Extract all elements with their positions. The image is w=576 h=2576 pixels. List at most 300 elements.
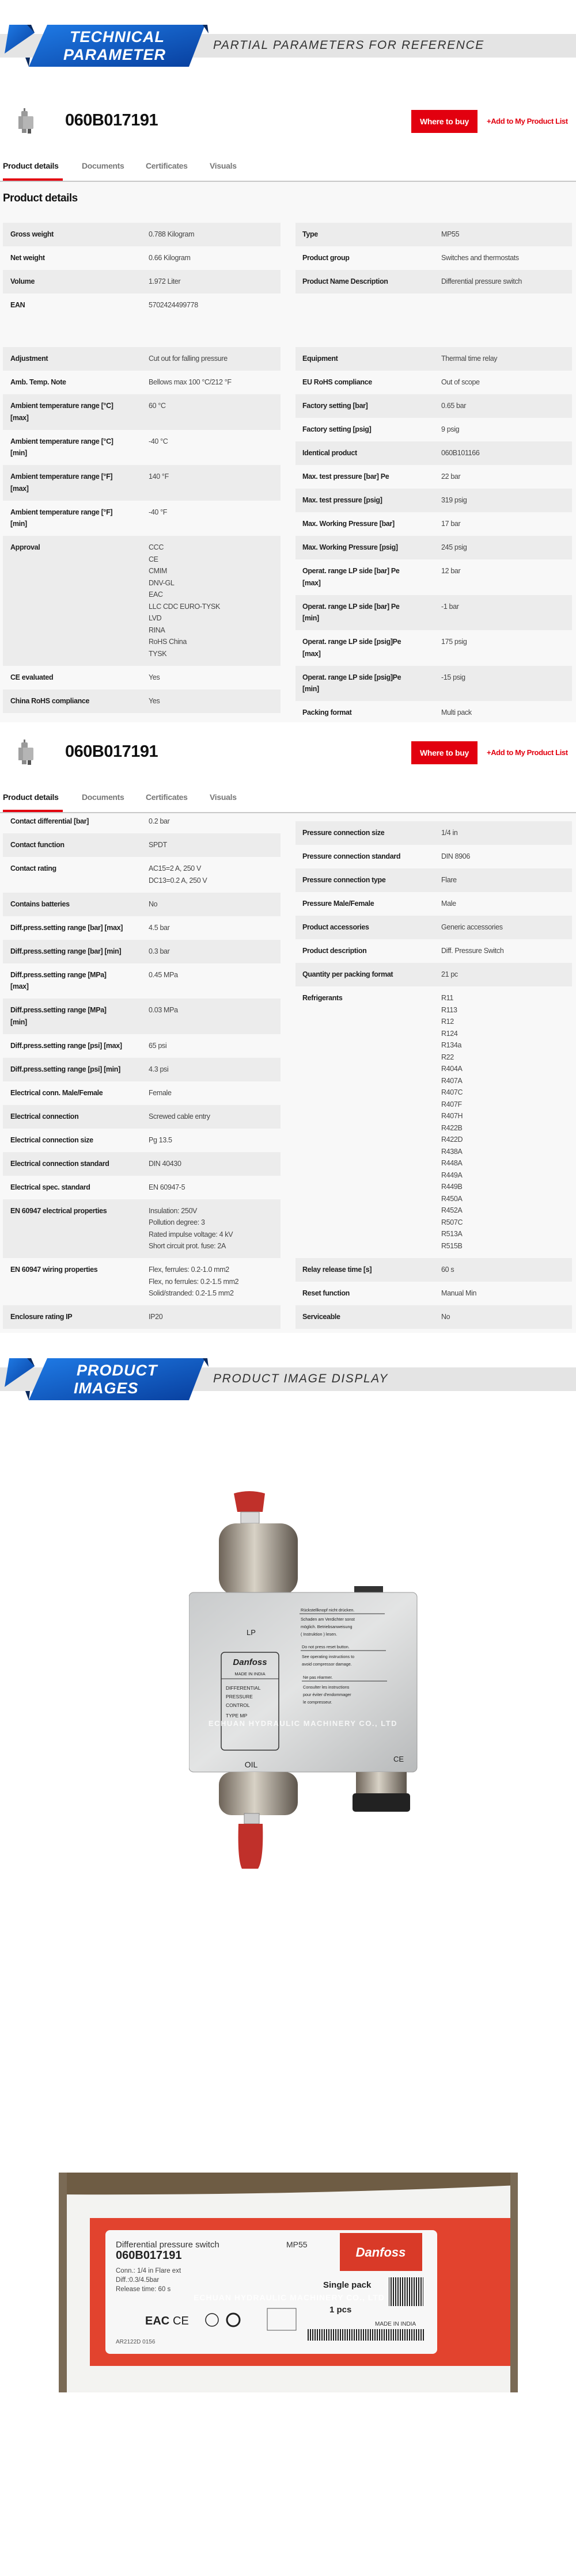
spec-value-line: R422B (441, 1123, 463, 1132)
tab-product-details[interactable]: Product details (3, 792, 59, 802)
spec-value (441, 1287, 476, 1300)
spec-value (441, 827, 457, 839)
product-photo-switch (189, 1491, 419, 1871)
spec-value-line: MP55 (441, 230, 460, 238)
tab-certificates[interactable]: Certificates (146, 161, 188, 170)
spec-label-line: Pressure connection size (302, 829, 385, 837)
spec-row (3, 371, 281, 394)
spec-label (3, 1182, 90, 1194)
spec-label (295, 276, 388, 288)
spec-label-line: Net weight (10, 254, 45, 262)
spec-label (3, 376, 66, 388)
spec-row (295, 465, 572, 489)
spec-value-line: Multi pack (441, 708, 472, 717)
spec-row (295, 986, 572, 1258)
spec-value-line: R449B (441, 1183, 463, 1191)
spec-label-line: Serviceable (302, 1312, 340, 1321)
spec-row (3, 270, 281, 294)
spec-value (441, 969, 458, 981)
spec-label (3, 946, 121, 958)
spec-value-line: CCC (149, 543, 164, 551)
spec-label (3, 436, 113, 460)
spec-value-line: Female (149, 1088, 172, 1097)
spec-label-line: [max] (10, 982, 29, 990)
spec-label (3, 898, 70, 910)
spec-label-line: Factory setting [psig] (302, 425, 372, 433)
spec-label (3, 353, 48, 365)
spec-row (3, 963, 281, 999)
spec-value-line: Manual Min (441, 1289, 477, 1297)
spec-value (149, 228, 194, 241)
spec-value (149, 946, 169, 958)
spec-value-line: R407F (441, 1100, 462, 1108)
spec-row (3, 1034, 281, 1058)
spec-label-line: Pressure connection type (302, 876, 386, 884)
spec-value-line: Insulation: 250V (149, 1206, 198, 1215)
tab-documents[interactable]: Documents (82, 161, 124, 170)
spec-label (3, 228, 54, 241)
spec-value-line: Flex, no ferrules: 0.2-1.5 mm2 (149, 1277, 239, 1286)
spec-label (3, 400, 113, 424)
spec-label-line: Max. test pressure [bar] Pe (302, 472, 389, 481)
svg-text:avoid compressor damage.: avoid compressor damage. (302, 1662, 352, 1667)
banner-title-line1: TECHNICAL (70, 28, 165, 45)
spec-label-line: EN 60947 wiring properties (10, 1266, 98, 1274)
spec-label-line: Diff.press.setting range [bar] [min] (10, 947, 122, 955)
spec-label (295, 424, 371, 436)
spec-row (295, 892, 572, 916)
svg-text:pour éviter d'endommager: pour éviter d'endommager (303, 1692, 351, 1697)
spec-value (441, 228, 459, 241)
spec-label-line: Operat. range LP side [bar] Pe (302, 567, 400, 575)
spec-row (295, 939, 572, 963)
spec-label (3, 299, 25, 311)
spec-row (295, 223, 572, 246)
spec-value-line: 17 bar (441, 520, 461, 528)
spec-value-line: R407C (441, 1088, 463, 1096)
spec-value-line: 175 psig (441, 638, 467, 646)
spec-label-line: [max] (302, 649, 321, 658)
watermark-text: ECHUAN HYDRAULIC MACHINERY CO., LTD (208, 1719, 398, 1728)
spec-label-line: Operat. range LP side [psig]Pe (302, 638, 401, 646)
spec-table-right (295, 821, 572, 1329)
spec-label (295, 252, 350, 264)
spec-label-line: Max. test pressure [psig] (302, 496, 382, 504)
spec-value (441, 252, 519, 264)
spec-value-line: RoHS China (149, 638, 187, 646)
spec-value-line: CMIM (149, 567, 167, 575)
spec-value-line: 060B101166 (441, 449, 480, 457)
spec-value-line: R507C (441, 1218, 463, 1226)
spec-value (149, 276, 180, 288)
spec-label (3, 1064, 120, 1076)
spec-value (149, 1004, 178, 1016)
spec-label (295, 1311, 340, 1323)
spec-value (149, 1134, 172, 1146)
spec-label-line: Adjustment (10, 355, 48, 363)
spec-value-line: 5702424499778 (149, 301, 198, 309)
spec-label-line: Operat. range LP side [bar] Pe (302, 602, 400, 611)
spec-value (441, 636, 467, 648)
plate-text: TYPE MP (226, 1713, 248, 1718)
spec-label (295, 851, 400, 863)
spec-value-line: 140 °F (149, 472, 169, 481)
spec-label (295, 471, 389, 483)
spec-label (295, 601, 400, 625)
spec-value-line: Switches and thermostats (441, 254, 519, 262)
eac-mark: EAC (145, 2315, 170, 2327)
spec-row (3, 347, 281, 371)
svg-text:Do not press reset button.: Do not press reset button. (302, 1644, 350, 1649)
spec-value-line: DC13=0.2 A, 250 V (149, 876, 207, 885)
spec-row (3, 1199, 281, 1259)
spec-value (441, 898, 456, 910)
spec-value-line: 0.66 Kilogram (149, 254, 191, 262)
spec-label (295, 494, 382, 506)
spec-label (3, 1134, 93, 1146)
spec-row (295, 536, 572, 559)
svg-text:le compresseur.: le compresseur. (303, 1699, 332, 1705)
spec-value-line: R515B (441, 1241, 463, 1250)
product-details-panel (0, 182, 576, 722)
spec-row (295, 270, 572, 294)
spec-label (3, 542, 40, 660)
spec-value-line: AC15=2 A, 250 V (149, 864, 202, 872)
spec-value (149, 1182, 185, 1194)
spec-row (295, 441, 572, 465)
spec-value-line: Male (441, 900, 456, 908)
spec-row (3, 666, 281, 689)
spec-value-line: DIN 40430 (149, 1159, 181, 1168)
spec-value (441, 518, 460, 530)
barcode-small (389, 2277, 423, 2306)
spec-label-line: [max] (10, 413, 29, 422)
spec-value-line: R513A (441, 1230, 463, 1238)
spec-label-line: Product Name Description (302, 277, 388, 285)
spec-value-line: R438A (441, 1147, 463, 1156)
box-type: MP55 (286, 2240, 308, 2249)
spec-value (441, 376, 480, 388)
svg-text:möglich. Betriebsanweisung: möglich. Betriebsanweisung (301, 1624, 353, 1629)
spec-row (3, 1081, 281, 1105)
spec-value-line: R448A (441, 1159, 463, 1167)
spec-value-line: LLC CDC EURO-TYSK (149, 602, 220, 611)
spec-label-line: Contact function (10, 841, 65, 849)
spec-value (441, 471, 460, 483)
spec-row (295, 246, 572, 270)
spec-row (295, 821, 572, 845)
spec-row (295, 512, 572, 536)
spec-value (149, 898, 157, 910)
banner-title-line2: PARAMETER (63, 46, 166, 63)
spec-value-line: CE (149, 555, 158, 563)
spec-row (3, 689, 281, 713)
spec-value-line: R450A (441, 1194, 463, 1203)
spec-label-line: China RoHS compliance (10, 696, 90, 705)
spec-label (3, 1111, 78, 1123)
spec-label (3, 922, 123, 934)
spec-value (149, 506, 167, 519)
spec-value (441, 565, 460, 577)
product-thumbnail-icon (16, 740, 36, 766)
spec-value (149, 542, 220, 660)
spec-label-line: Diff.press.setting range [psi] [max] (10, 1041, 122, 1050)
spec-label-line: Identical product (302, 449, 357, 457)
barcode (308, 2329, 425, 2341)
spec-label-line: Max. Working Pressure [psig] (302, 543, 398, 551)
spec-label-line: [min] (302, 614, 319, 622)
spec-label-line: Contains batteries (10, 900, 70, 908)
spec-label-line: [min] (10, 520, 27, 528)
spec-row (295, 347, 572, 371)
spec-value (441, 601, 459, 613)
spec-label-line: Product description (302, 947, 367, 955)
spec-label (3, 506, 112, 531)
spec-label-line: Gross weight (10, 230, 54, 238)
spec-row (295, 666, 572, 702)
spec-row (3, 536, 281, 666)
spec-value-line: EN 60947-5 (149, 1183, 185, 1191)
spec-label-line: Amb. Temp. Note (10, 378, 66, 386)
spec-label (295, 992, 342, 1252)
spec-row (295, 845, 572, 868)
add-to-product-list-link[interactable]: +Add to My Product List (487, 117, 568, 125)
tab-visuals[interactable]: Visuals (210, 792, 237, 802)
spec-label-line: Electrical spec. standard (10, 1183, 90, 1191)
watermark-text: ECHUAN HYDRAULIC MACHINERY CO., LTD (194, 2293, 385, 2302)
spec-value-line: LVD (149, 614, 162, 622)
spec-value (149, 922, 169, 934)
spec-value (149, 299, 198, 311)
spec-value-line: Screwed cable entry (149, 1112, 210, 1121)
spec-value-line: R124 (441, 1029, 458, 1038)
spec-label (295, 969, 393, 981)
spec-value-line: 4.5 bar (149, 923, 170, 932)
spec-label-line: Diff.press.setting range [MPa] (10, 1006, 107, 1014)
spec-value-line: R22 (441, 1053, 454, 1061)
spec-label-line: [min] (10, 1018, 27, 1026)
banner-title-line2: IMAGES (74, 1380, 139, 1397)
spec-value (149, 1064, 168, 1076)
spec-value-line: Diff. Pressure Switch (441, 947, 504, 955)
spec-value-line: 0.788 Kilogram (149, 230, 195, 238)
product-photo-box (59, 2173, 520, 2394)
spec-label (295, 1264, 372, 1276)
spec-row (3, 1105, 281, 1129)
spec-value (149, 1111, 210, 1123)
spec-value-line: R404A (441, 1065, 463, 1073)
spec-row (295, 559, 572, 595)
spec-value-line: TYSK (149, 649, 167, 658)
spec-value-line: R407A (441, 1076, 463, 1085)
spec-label (3, 1205, 107, 1253)
spec-value (441, 424, 459, 436)
spec-label (295, 707, 351, 719)
spec-label-line: Diff.press.setting range [MPa] (10, 970, 107, 979)
spec-value (441, 276, 522, 288)
spec-value-line: 60 °C (149, 402, 166, 410)
spec-value-line: Generic accessories (441, 923, 503, 931)
spec-table-technical-right (295, 347, 572, 722)
product-code-title: 060B017191 (65, 111, 158, 129)
spec-value (441, 400, 466, 412)
banner-title-line1: PRODUCT (77, 1362, 158, 1379)
spec-row (295, 394, 572, 418)
plate-text: CONTROL (226, 1702, 250, 1708)
danfoss-logo: Danfoss (233, 1657, 267, 1667)
spec-value (441, 945, 503, 957)
spec-row (295, 371, 572, 394)
spec-label (295, 447, 357, 459)
spec-value-line: R452A (441, 1206, 463, 1214)
spec-label-line: EU RoHS compliance (302, 378, 372, 386)
spec-label (3, 816, 89, 828)
box-code: 060B017191 (116, 2249, 182, 2262)
spec-row (3, 394, 281, 430)
spec-value (441, 1311, 450, 1323)
spec-label-line: Electrical connection (10, 1112, 79, 1121)
spec-value-line: Out of scope (441, 378, 480, 386)
spec-value (149, 1264, 238, 1300)
spec-value (149, 353, 228, 365)
spec-label-line: Product group (302, 254, 350, 262)
spec-row (3, 857, 281, 893)
spec-value (441, 672, 465, 684)
tab-visuals[interactable]: Visuals (210, 161, 237, 170)
where-to-buy-button[interactable]: Where to buy (411, 110, 478, 133)
spec-label (3, 969, 107, 993)
box-conn: Conn.: 1/4 in Flare ext (116, 2268, 181, 2274)
spec-row (3, 1129, 281, 1152)
spec-row (3, 501, 281, 536)
spec-row (3, 940, 281, 963)
tab-product-details[interactable]: Product details (3, 161, 59, 170)
spec-value (149, 436, 168, 448)
spec-label (3, 252, 45, 264)
spec-value-line: 0.3 bar (149, 947, 170, 955)
spec-value (149, 376, 232, 388)
plate-text: PRESSURE (226, 1694, 253, 1699)
spec-row (3, 246, 281, 270)
spec-value (149, 1311, 162, 1323)
spec-label (295, 565, 400, 589)
spec-label (3, 695, 89, 707)
ce-mark: CE (393, 1755, 404, 1763)
spec-value-line: Yes (149, 673, 160, 681)
spec-value (441, 494, 467, 506)
spec-row (3, 893, 281, 916)
spec-label (295, 228, 318, 241)
spec-value-line: Flex, ferrules: 0.2-1.0 mm2 (149, 1266, 229, 1274)
spec-label (295, 898, 374, 910)
tab-documents[interactable]: Documents (82, 792, 124, 802)
box-pack: Single pack (323, 2280, 372, 2290)
spec-value-line: R12 (441, 1018, 454, 1026)
spec-label-line: Refrigerants (302, 994, 343, 1002)
spec-label-line: Relay release time [s] (302, 1265, 372, 1274)
tab-certificates[interactable]: Certificates (146, 792, 188, 802)
spec-value-line: 22 bar (441, 472, 461, 481)
spec-value (441, 992, 463, 1252)
spec-label (295, 636, 401, 660)
spec-row (295, 595, 572, 631)
spec-row (295, 916, 572, 939)
spec-value (149, 816, 169, 828)
spec-value-line: 1.972 Liter (149, 277, 181, 285)
spec-value-line: DIN 8906 (441, 852, 471, 860)
spec-value-line: Differential pressure switch (441, 277, 522, 285)
where-to-buy-button[interactable]: Where to buy (411, 741, 478, 764)
spec-value-line: 21 pc (441, 970, 458, 978)
spec-value (149, 400, 166, 412)
spec-label (3, 471, 112, 495)
spec-label-line: [min] (10, 449, 27, 457)
spec-label-line: Type (302, 230, 318, 238)
svg-text:See operating instructions to: See operating instructions to (302, 1654, 355, 1659)
spec-row (3, 916, 281, 940)
spec-value-line: 319 psig (441, 496, 467, 504)
spec-row (295, 1258, 572, 1282)
banner-subtitle: PARTIAL PARAMETERS FOR REFERENCE (213, 39, 484, 52)
spec-label (3, 276, 35, 288)
spec-value-line: 0.2 bar (149, 817, 170, 825)
spec-label-line: EAN (10, 301, 25, 309)
spec-value-line: SPDT (149, 841, 167, 849)
spec-value-line: R407H (441, 1112, 463, 1120)
add-to-product-list-link[interactable]: +Add to My Product List (487, 748, 568, 757)
spec-value (441, 542, 467, 554)
spec-value-line: DNV-GL (149, 578, 175, 587)
spec-value-line: EAC (149, 590, 163, 599)
spec-label (3, 1158, 109, 1170)
spec-label (3, 839, 65, 851)
spec-label-line: Ambient temperature range [°F] (10, 472, 113, 481)
spec-label-line: [min] (302, 685, 319, 693)
spec-row (3, 223, 281, 246)
box-lot: AR2122D 0156 (116, 2339, 156, 2345)
spec-value (149, 1040, 166, 1052)
spec-label (295, 827, 384, 839)
spec-row (295, 868, 572, 892)
spec-label (295, 353, 338, 365)
spec-value-line: Pg 13.5 (149, 1135, 172, 1144)
spec-value (441, 1264, 454, 1276)
spec-label-line: Volume (10, 277, 35, 285)
spec-value (149, 252, 191, 264)
spec-value-line: 4.3 psi (149, 1065, 169, 1073)
spec-value-line: 60 s (441, 1265, 454, 1274)
product-thumbnail-icon (16, 108, 36, 135)
spec-value (441, 353, 497, 365)
svg-text:( Instruktion ) lesen.: ( Instruktion ) lesen. (301, 1632, 338, 1637)
spec-value (149, 839, 167, 851)
spec-label-line: Ambient temperature range [°C] (10, 402, 113, 410)
spec-value (441, 447, 479, 459)
spec-value-line: 1/4 in (441, 829, 458, 837)
spec-label (295, 921, 369, 933)
spec-row (295, 1282, 572, 1305)
spec-table-general-right (295, 223, 572, 294)
spec-row (3, 465, 281, 501)
spec-row (3, 999, 281, 1034)
spec-label-line: EN 60947 electrical properties (10, 1206, 107, 1215)
lp-port-label: LP (247, 1628, 256, 1637)
spec-label-line: Equipment (302, 355, 338, 363)
spec-value-line: Solid/stranded: 0.2-1.5 mm2 (149, 1289, 234, 1297)
spec-value (149, 695, 160, 707)
spec-value-line: Pollution degree: 3 (149, 1218, 205, 1226)
spec-row (295, 418, 572, 441)
